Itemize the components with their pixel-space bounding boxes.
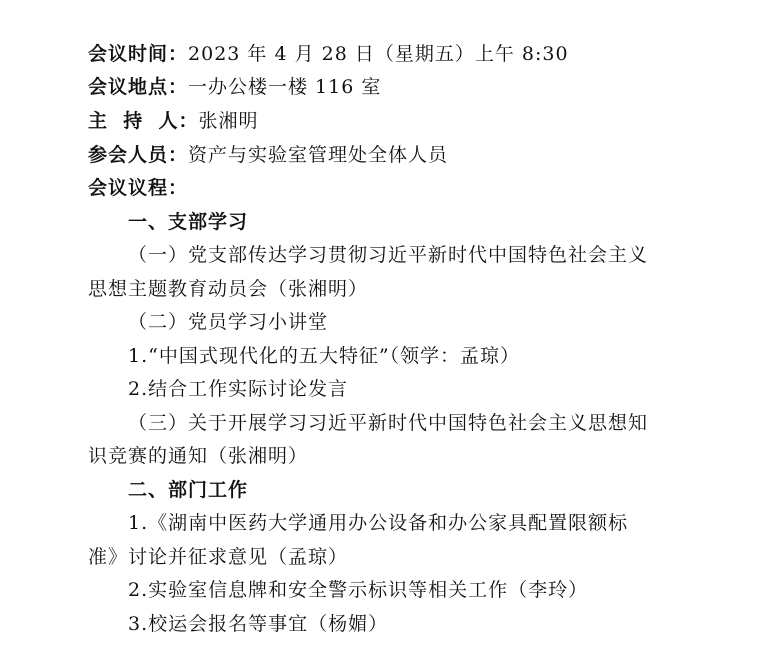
meeting-place-value: 一办公楼一楼 116 室 xyxy=(188,76,382,98)
meeting-agenda-row xyxy=(88,176,188,200)
meeting-attendees-row xyxy=(88,143,448,167)
meeting-time-value: 2023 年 4 月 28 日（星期五）上午 8:30 xyxy=(188,43,569,65)
meeting-host-value: 张湘明 xyxy=(198,110,259,132)
agenda-section-1-item-3-line-2: 识竞赛的通知（张湘明） xyxy=(88,445,309,467)
agenda-section-1-item-1-line-2: 思想主题教育动员会（张湘明） xyxy=(88,278,369,300)
agenda-section-2-title: 二、部门工作 xyxy=(128,479,249,501)
meeting-place-row xyxy=(88,75,381,99)
meeting-attendees-label: 参会人员： xyxy=(88,144,189,166)
agenda-section-1-title: 一、支部学习 xyxy=(128,211,249,233)
agenda-section-2-item-1-line-2: 准》讨论并征求意见（孟琼） xyxy=(88,546,349,568)
agenda-section-1-item-2-sub-1: 1.“中国式现代化的五大特征”（领学：孟琼） xyxy=(128,345,521,367)
agenda-section-2-item-2: 2.实验室信息牌和安全警示标识等相关工作（李玲） xyxy=(128,579,589,601)
agenda-section-1-item-2-sub-2: 2.结合工作实际讨论发言 xyxy=(128,378,349,400)
meeting-host-row xyxy=(88,109,258,133)
agenda-section-1-item-3-line-1: （三）关于开展学习习近平新时代中国特色社会主义思想知 xyxy=(128,412,649,434)
meeting-host-label: 主 持 人： xyxy=(88,110,199,132)
meeting-time-row xyxy=(88,42,569,66)
meeting-agenda-label: 会议议程： xyxy=(88,177,189,199)
agenda-section-1-item-1-line-1: （一）党支部传达学习贯彻习近平新时代中国特色社会主义 xyxy=(128,244,649,266)
meeting-time-label: 会议时间： xyxy=(88,43,189,65)
meeting-place-label: 会议地点： xyxy=(88,76,189,98)
agenda-section-2-item-1-line-1: 1.《湖南中医药大学通用办公设备和办公家具配置限额标 xyxy=(128,512,629,534)
agenda-section-2-item-3: 3.校运会报名等事宜（杨媚） xyxy=(128,613,389,635)
meeting-attendees-value: 资产与实验室管理处全体人员 xyxy=(188,144,449,166)
agenda-section-1-item-2: （二）党员学习小讲堂 xyxy=(128,311,329,333)
